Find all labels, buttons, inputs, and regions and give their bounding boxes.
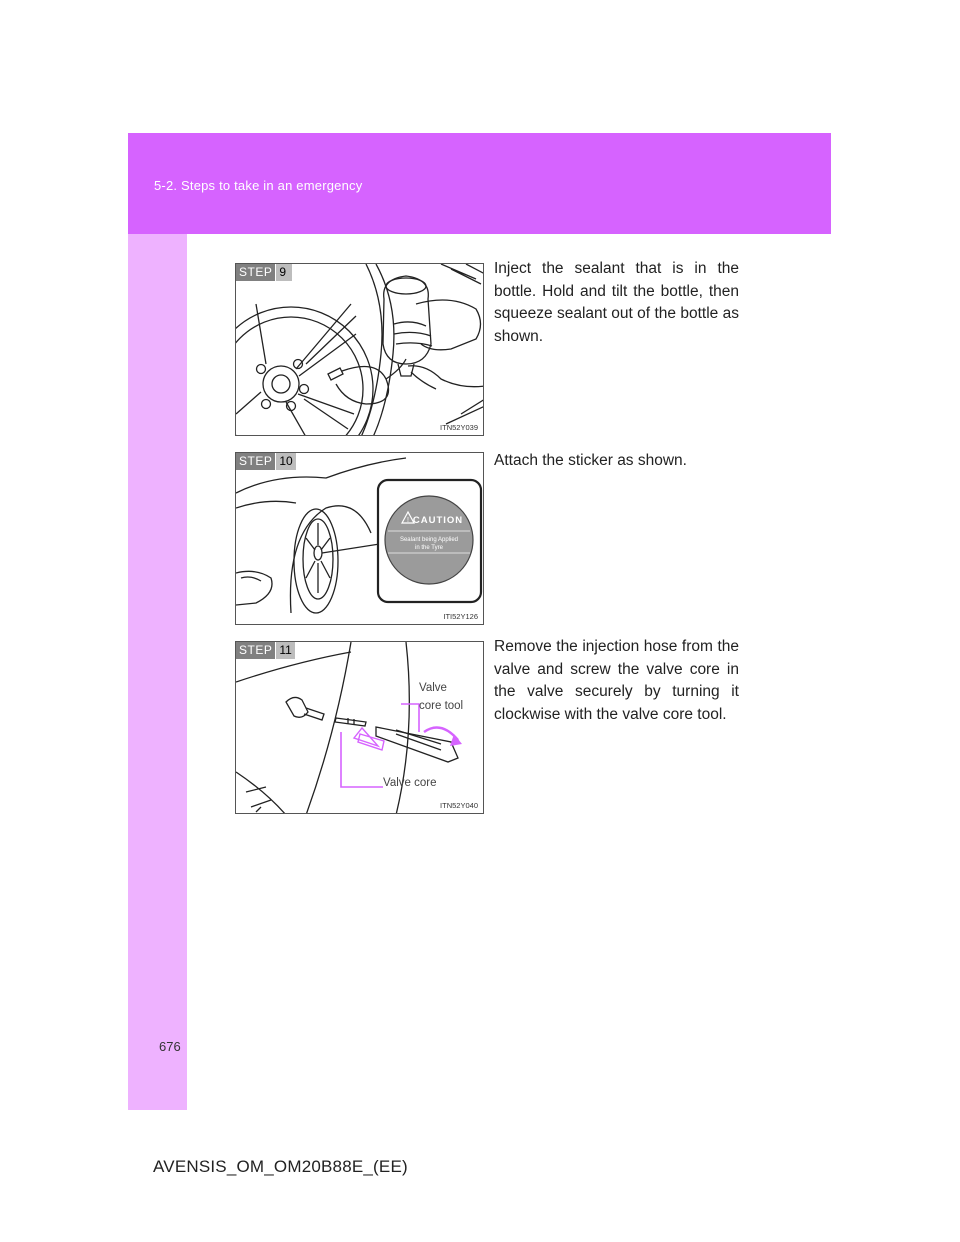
valve-core-drawing: [236, 642, 484, 814]
step-number: 10: [275, 453, 295, 470]
valve-core-tool-label-line-2: core tool: [419, 700, 464, 712]
page-number: 676: [159, 1039, 181, 1054]
header-band: [128, 133, 831, 234]
step-11-instruction: Remove the injection hose from the valve and screw the valve core in the valve securely by turning it clockwise with the valve core tool.: [494, 638, 739, 723]
document-code: AVENSIS_OM_OM20B88E_(EE): [153, 1157, 408, 1176]
step-9-instruction: Inject the sealant that is in the bottle. Hold and tilt the bottle, then squeeze sealant out of the bottle as shown.: [494, 260, 739, 345]
sticker-line-2: in the Tyre: [415, 545, 443, 551]
step-number: 9: [275, 264, 292, 281]
figure-code: ITN52Y040: [440, 801, 478, 810]
figure-code: ITI52Y126: [443, 612, 478, 621]
step-word: STEP: [236, 264, 275, 281]
tyre-sealant-bottle-drawing: [236, 264, 484, 436]
step-10-instruction: Attach the sticker as shown.: [494, 452, 687, 469]
figure-code: ITN52Y039: [440, 423, 478, 432]
step-10-badge: [236, 453, 296, 470]
step-9-illustration: [235, 263, 484, 436]
step-11-badge: [236, 642, 295, 659]
step-11-illustration: [235, 641, 484, 814]
valve-core-callout: Valve core: [383, 777, 437, 789]
svg-text:!: !: [407, 517, 409, 524]
step-number: 11: [275, 642, 294, 659]
step-word: STEP: [236, 642, 275, 659]
valve-core-tool-callout: [419, 679, 489, 715]
valve-core-tool-label-line-1: Valve: [419, 682, 447, 694]
sticker-placement-drawing: [236, 453, 484, 625]
section-title: 5-2. Steps to take in an emergency: [154, 178, 363, 193]
sticker-line-1: Sealant being Applied: [399, 537, 459, 543]
sticker-caution-text: CAUTION: [412, 515, 464, 526]
step-10-illustration: [235, 452, 484, 625]
step-9-badge: [236, 264, 292, 281]
step-word: STEP: [236, 453, 275, 470]
side-band: [128, 234, 187, 1110]
